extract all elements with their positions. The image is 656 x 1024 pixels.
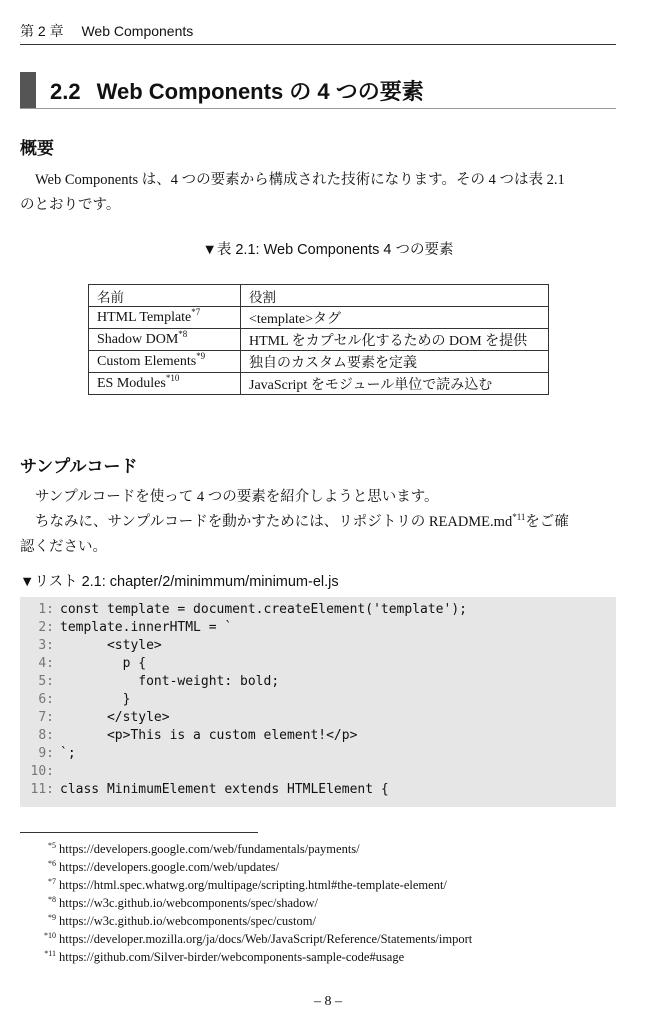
footnote-ref[interactable]: *9: [196, 350, 206, 361]
table-row: [89, 351, 549, 373]
code-line: [28, 745, 76, 763]
footnote-mark: *6: [48, 859, 56, 868]
page-number: – 8 –: [314, 994, 342, 1009]
code-text: p {: [60, 656, 147, 671]
footnote-ref[interactable]: *11: [512, 512, 526, 522]
table-row: [89, 307, 549, 329]
section-title-text: Web Components の 4 つの要素: [96, 79, 424, 104]
code-line: [28, 781, 389, 799]
footnote-url[interactable]: https://developer.mozilla.org/ja/docs/Web/JavaScript/Reference/Statements/import: [59, 932, 473, 946]
footnote-url[interactable]: https://github.com/Silver-birder/webcomponents-sample-code#usage: [59, 950, 405, 964]
table-header-name: 名前: [89, 285, 241, 307]
footnote-mark: *8: [48, 895, 56, 904]
footnote-url[interactable]: https://w3c.github.io/webcomponents/spec/custom/: [59, 914, 316, 928]
overview-heading: 概要: [20, 139, 54, 158]
code-text: `;: [60, 746, 76, 761]
footnote-ref[interactable]: *8: [178, 328, 188, 339]
footnote-url[interactable]: https://html.spec.whatwg.org/multipage/scripting.html#the-template-element/: [59, 878, 447, 892]
footnote: [30, 948, 404, 966]
code-line: [28, 673, 279, 691]
code-line: [28, 763, 60, 781]
line-number: 3:: [38, 638, 54, 653]
sample-line-1: サンプルコードを使って 4 つの要素を紹介しようと思います。: [35, 489, 439, 505]
table-cell-role: HTML をカプセル化するための DOM を提供: [241, 329, 549, 351]
footnote-ref[interactable]: *10: [165, 372, 180, 383]
line-number: 1:: [38, 602, 54, 617]
table-cell-name: Shadow DOM$^{*8}$: [89, 329, 241, 351]
section-heading: [20, 70, 616, 109]
sample-line-2: ちなみに、サンプルコードを動かすためには、リポジトリの $README.md^{*11}$をご確: [35, 512, 569, 530]
code-text: }: [60, 692, 131, 707]
code-line: [28, 655, 146, 673]
table-row: [89, 373, 549, 395]
code-text: font-weight: bold;: [60, 674, 280, 689]
overview-line-1: Web Components は、4 つの要素から構成された技術になります。その 4 つは表 2.1: [35, 172, 565, 188]
section-title: [50, 78, 424, 106]
elements-table: [88, 284, 549, 395]
code-line: [28, 691, 130, 709]
footnote: [30, 840, 360, 858]
table-cell-name: Custom Elements$^{*9}$: [89, 351, 241, 373]
table-cell-name: ES Modules$^{*10}$: [89, 373, 241, 395]
footnote: [30, 858, 279, 876]
table-row: [89, 329, 549, 351]
table-header-role: 役割: [241, 285, 549, 307]
code-text: class MinimumElement extends HTMLElement {: [60, 782, 389, 797]
section-number: 2.2: [50, 79, 81, 104]
sample-code-paragraph: [20, 485, 616, 560]
line-number: 5:: [38, 674, 54, 689]
table-header-row: [89, 285, 549, 307]
table-cell-role: <template>タグ: [241, 307, 549, 329]
footnote-url[interactable]: https://developers.google.com/web/fundamentals/payments/: [59, 842, 360, 856]
footnote-rule: [20, 832, 258, 833]
table-caption: ▼表 2.1: Web Components 4 つの要素: [202, 242, 454, 258]
footnote-mark: *9: [48, 913, 56, 922]
line-number: 8:: [38, 728, 54, 743]
code-text: <p>This is a custom element!</p>: [60, 728, 358, 743]
code-line: [28, 727, 357, 745]
line-number: 6:: [38, 692, 54, 707]
code-line: [28, 709, 170, 727]
overview-paragraph: [20, 168, 616, 218]
footnote-url[interactable]: https://developers.google.com/web/updates/: [59, 860, 280, 874]
code-listing: [20, 597, 616, 807]
code-text: const template = document.createElement('template');: [60, 602, 467, 617]
listing-caption: ▼リスト 2.1: chapter/2/minimmum/minimum-el.js: [20, 574, 339, 590]
footnote-ref[interactable]: *7: [191, 306, 201, 317]
line-number: 7:: [38, 710, 54, 725]
table-cell-name: HTML Template$^{*7}$: [89, 307, 241, 329]
footnote: [30, 894, 318, 912]
section-heading-bar: [20, 72, 36, 108]
footnote-mark: *5: [48, 841, 56, 850]
code-text: template.innerHTML = `: [60, 620, 233, 635]
footnote-mark: *11: [44, 949, 56, 958]
table-cell-role: JavaScript をモジュール単位で読み込む: [241, 373, 549, 395]
footnote: [30, 912, 316, 930]
chapter-label: 第 2 章: [20, 23, 64, 39]
line-number: 4:: [38, 656, 54, 671]
line-number: 11:: [30, 782, 54, 797]
code-line: [28, 619, 232, 637]
footnote-url[interactable]: https://w3c.github.io/webcomponents/spec/shadow/: [59, 896, 318, 910]
chapter-title: Web Components: [81, 23, 194, 39]
line-number: 10:: [30, 764, 54, 779]
running-head: [20, 22, 616, 45]
footnote: [30, 876, 447, 894]
footnote: [30, 930, 472, 948]
overview-line-2: のとおりです。: [20, 197, 121, 213]
footnote-mark: *7: [48, 877, 56, 886]
footnote-mark: *10: [44, 931, 56, 940]
line-number: 9:: [38, 746, 54, 761]
sample-line-3: 認ください。: [20, 539, 107, 555]
code-text: <style>: [60, 638, 162, 653]
code-text: </style>: [60, 710, 170, 725]
code-line: [28, 601, 467, 619]
sample-code-heading: サンプルコード: [20, 457, 138, 476]
line-number: 2:: [38, 620, 54, 635]
code-line: [28, 637, 162, 655]
table-cell-role: 独自のカスタム要素を定義: [241, 351, 549, 373]
